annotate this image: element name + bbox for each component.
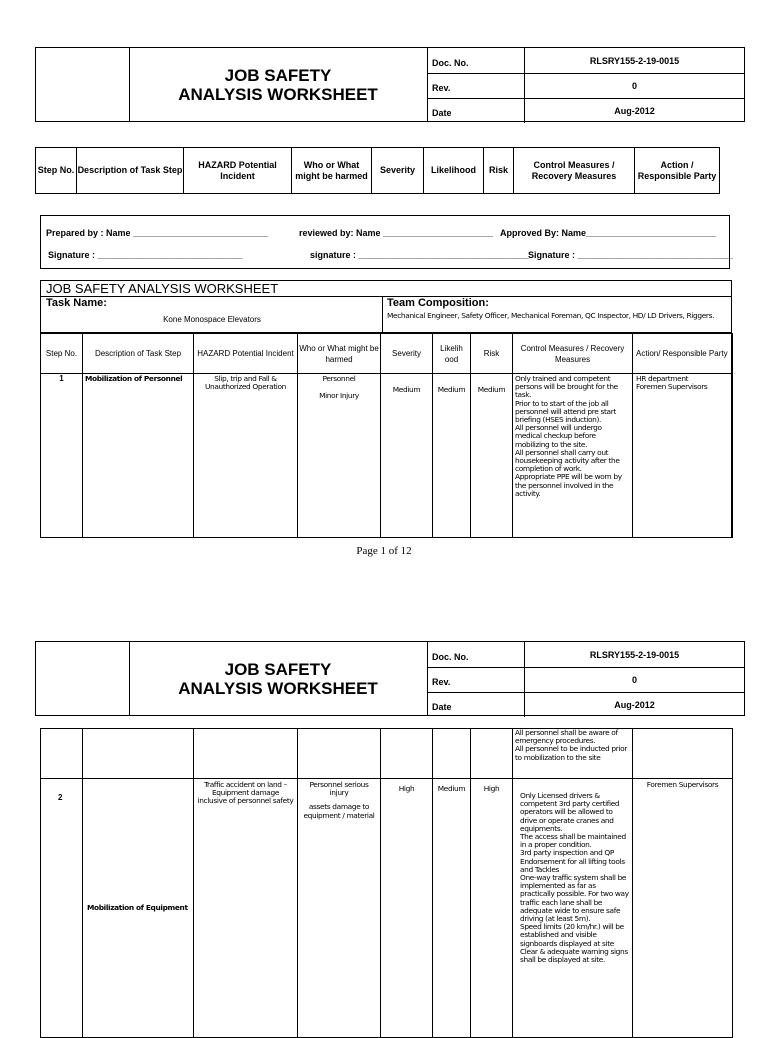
rev-label: Rev. (427, 73, 525, 98)
col-hazard: HAZARD Potential Incident (184, 148, 292, 194)
ws-col-action: Action/ Responsible Party (633, 334, 733, 374)
signature-prepared: Signature : _____________________________ (48, 250, 243, 260)
ws-col-risk: Risk (471, 334, 513, 374)
row2-control: Only Licensed drivers & competent 3rd party certified operators will be allowed to drive or operate cranes and equipments. The access shall be maintained in a proper condition. 3rd party inspection and QP Endorsement for all lifting tools and Tackles One-way traffic system shall be implemented as far as practically possible. For two way traffic each lane shall be adequate wide to ensure safe driving (at least 5m). Speed limits (20 km/hr.) will be established and visible signboards displayed at site Clear & adequate warning signs shall be displayed at site. (513, 779, 633, 1038)
date-value-page2: Aug-2012 (614, 700, 655, 710)
team-label: Team Composition: (387, 297, 489, 309)
row2-hazard: Traffic accident on land – Equipment damage inclusive of personnel safety (194, 779, 298, 1038)
task-name-value: Kone Monospace Elevators (163, 315, 261, 324)
team-cell (383, 297, 731, 333)
row2-who (298, 779, 381, 1038)
doc-no-value-page2: RLSRY155-2-19-0015 (589, 650, 680, 660)
ws-col-who: Who or What might be harmed (298, 334, 381, 374)
reviewed-by: reviewed by: Name ______________________ (299, 228, 494, 238)
ws-col-likelihood: Likelih ood (433, 334, 471, 374)
rev-value: 0 (631, 81, 637, 91)
row2-who-line1: Personnel serious injury (309, 780, 369, 798)
row-step: 1 (41, 374, 83, 538)
row2-likelihood: Medium (433, 779, 471, 1038)
signoff-box (40, 215, 733, 269)
row2-who-line2: assets damage to equipment / material (303, 802, 375, 820)
continued-control: All personnel shall be aware of emergency procedures. All personnel to be inducted prior to mobilization to the site (513, 729, 633, 779)
title-line-1-page2: JOB SAFETY (224, 659, 332, 679)
rev-label-page2: Rev. (427, 667, 525, 692)
doc-no-value: RLSRY155-2-19-0015 (589, 56, 680, 66)
col-likelihood: Likelihood (424, 148, 484, 194)
ws-col-description: Description of Task Step (83, 334, 194, 374)
ws-col-step: Step No. (41, 334, 83, 374)
ws-col-control: Control Measures / Recovery Measures (513, 334, 633, 374)
logo-cell-page2 (36, 642, 130, 715)
task-name-cell (41, 297, 383, 333)
row-who-line1: Personnel (322, 374, 356, 383)
col-severity: Severity (372, 148, 424, 194)
worksheet-title: JOB SAFETY ANALYSIS WORKSHEET (41, 281, 731, 297)
row-likelihood: Medium (433, 374, 471, 538)
title-line-2-page2: ANALYSIS WORKSHEET (178, 678, 378, 698)
row2-action: Foremen Supervisors (633, 779, 733, 1038)
col-control: Control Measures / Recovery Measures (514, 148, 635, 194)
row-severity: Medium (381, 374, 433, 538)
row2-severity: High (381, 779, 433, 1038)
signature-approved: Signature : _______________________________ (528, 250, 733, 260)
column-header-table (35, 147, 720, 194)
row-action: HR department Foremen Supervisors (633, 374, 733, 538)
col-action: Action / Responsible Party (635, 148, 720, 194)
col-description: Description of Task Step (77, 148, 184, 194)
document-header (35, 47, 745, 122)
signature-reviewed: signature : __________________________________ (310, 250, 529, 260)
worksheet-table (40, 333, 733, 538)
document-title (129, 48, 428, 121)
ws-col-severity: Severity (381, 334, 433, 374)
document-header-page2 (35, 641, 745, 716)
title-line-2: ANALYSIS WORKSHEET (178, 84, 378, 104)
doc-no-label-page2: Doc. No. (427, 642, 525, 667)
row-control: Only trained and competent persons will be brought for the task. Prior to to start of the job all personnel will attend pre start briefing (HSES induction). All personnel will undergo medical checkup before mobilizing to the site. All personnel shall carry out housekeeping activity after the completion of work. Appropriate PPE will be worn by the personnel involved in the activity. (513, 374, 633, 538)
col-risk: Risk (484, 148, 514, 194)
page2-table (40, 728, 733, 1038)
row2-description: Mobilization of Equipment (83, 779, 194, 1038)
date-label: Date (427, 98, 525, 123)
col-step: Step No. (36, 148, 77, 194)
row2-step: 2 (41, 779, 83, 1038)
row-hazard: Slip, trip and Fall & Unauthorized Operation (194, 374, 298, 538)
worksheet (40, 280, 732, 538)
team-value: Mechanical Engineer, Safety Officer, Mechanical Foreman, QC Inspector, HD/ LD Drivers, Riggers. (387, 311, 715, 320)
row-who (298, 374, 381, 538)
page-number: Page 1 of 12 (356, 545, 412, 557)
row-risk: Medium (471, 374, 513, 538)
prepared-by: Prepared by : Name ___________________________ (46, 228, 269, 238)
doc-no-label: Doc. No. (427, 48, 525, 73)
table-row (41, 374, 733, 538)
document-title-page2 (129, 642, 428, 715)
row2-risk: High (471, 779, 513, 1038)
table-row (41, 779, 733, 1038)
table-row (41, 729, 733, 779)
row-who-line2: Minor Injury (319, 391, 359, 401)
ws-col-hazard: HAZARD Potential Incident (194, 334, 298, 374)
date-label-page2: Date (427, 692, 525, 717)
approved-by: Approved By: Name__________________________ (500, 228, 717, 238)
row-description: Mobilization of Personnel (83, 374, 194, 538)
task-name-label: Task Name: (46, 297, 107, 309)
col-who: Who or What might be harmed (292, 148, 372, 194)
logo-cell (36, 48, 130, 121)
title-line-1: JOB SAFETY (224, 65, 332, 85)
rev-value-page2: 0 (631, 675, 637, 685)
date-value: Aug-2012 (614, 106, 655, 116)
document-meta (427, 48, 744, 121)
document-meta-page2 (427, 642, 744, 715)
